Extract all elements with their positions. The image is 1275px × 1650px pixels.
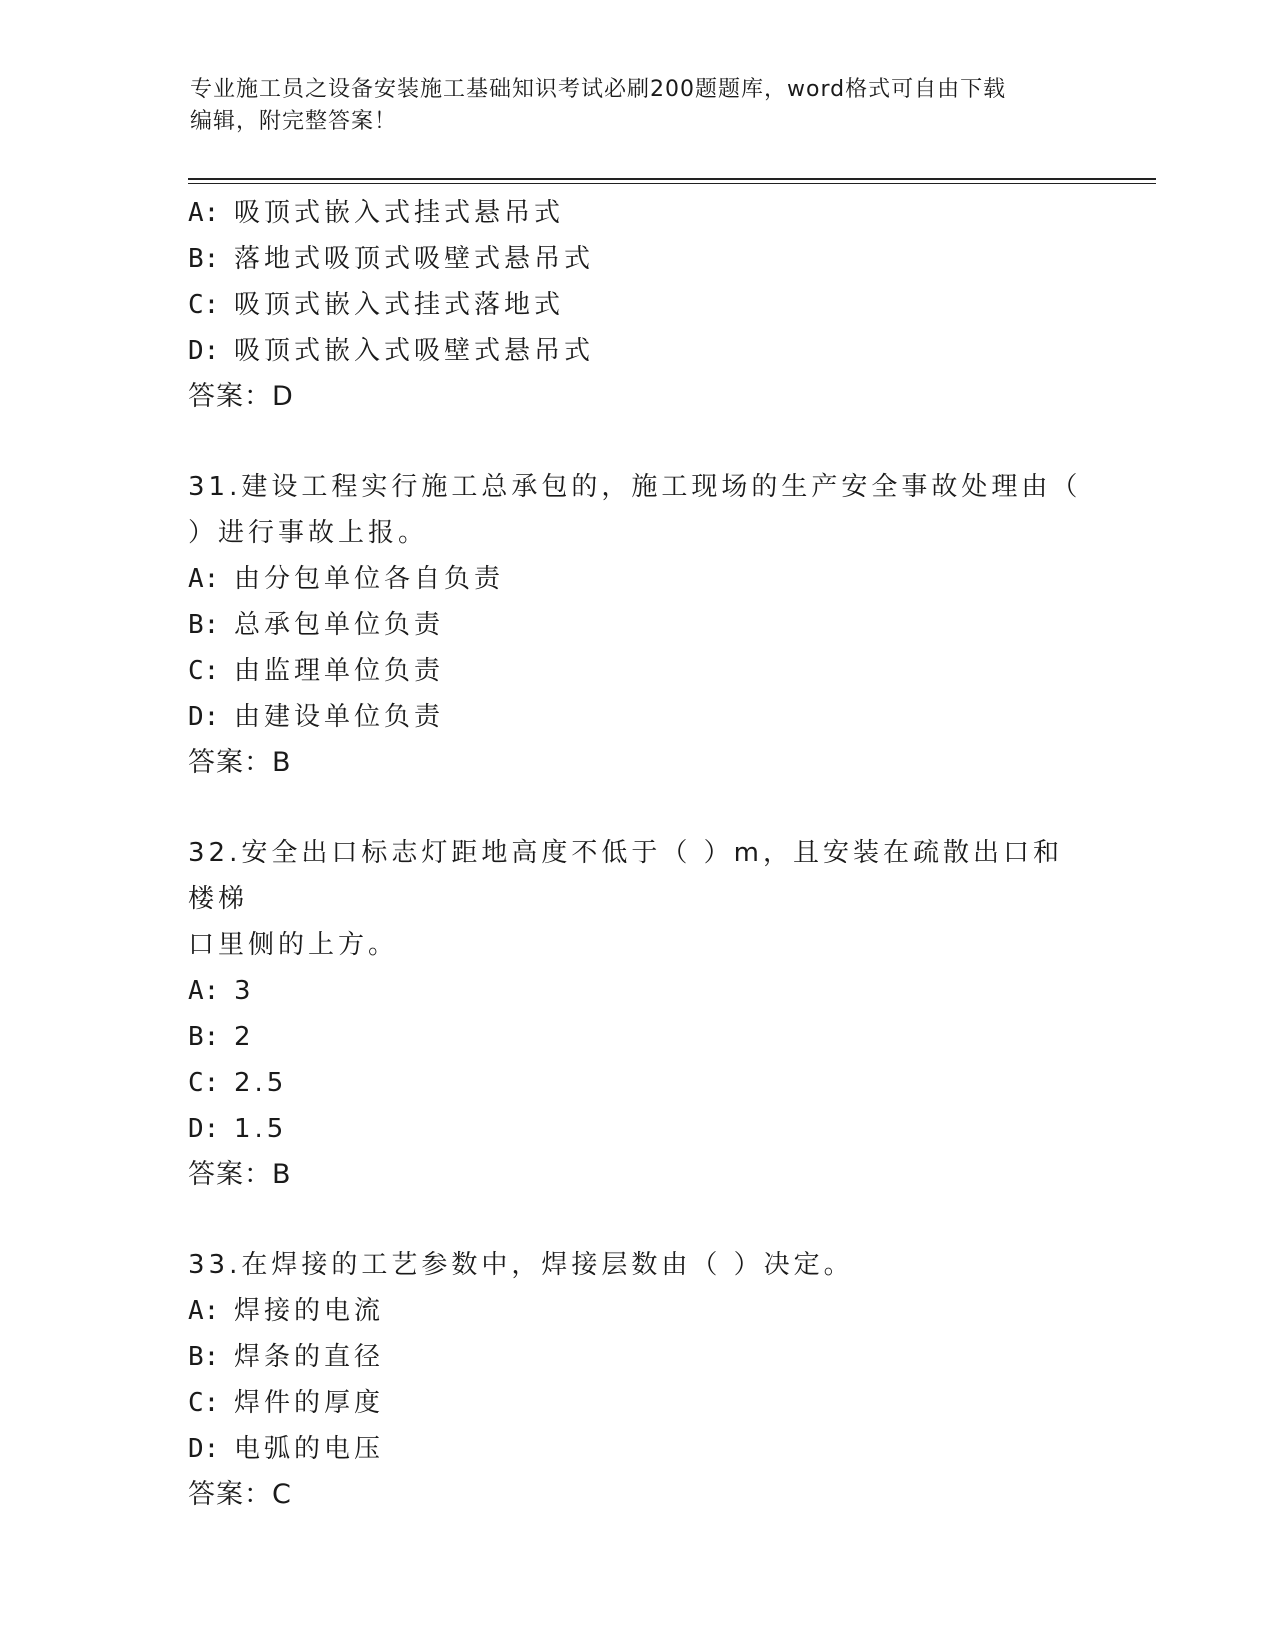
- option-c: C: 由监理单位负责: [188, 656, 445, 686]
- spacer: [188, 420, 1088, 464]
- option-d: D: 吸顶式嵌入式吸壁式悬吊式: [188, 336, 595, 366]
- option-a: A: 焊接的电流: [188, 1296, 385, 1326]
- option-b: B: 总承包单位负责: [188, 610, 445, 640]
- spacer: [188, 786, 1088, 830]
- question-block-31: [188, 464, 1088, 786]
- question-block-30: [188, 190, 1088, 420]
- option-a: A: 由分包单位各自负责: [188, 564, 505, 594]
- option-b: B: 落地式吸顶式吸壁式悬吊式: [188, 244, 595, 274]
- option-a: A: 吸顶式嵌入式挂式悬吊式: [188, 198, 565, 228]
- question-stem-line1: 32.安全出口标志灯距地高度不低于（ ）m，且安装在疏散出口和楼梯: [188, 838, 1063, 914]
- question-stem-line1: 33.在焊接的工艺参数中，焊接层数由（ ）决定。: [188, 1250, 854, 1280]
- option-c: C: 吸顶式嵌入式挂式落地式: [188, 290, 565, 320]
- answer-text: 答案：B: [188, 1159, 292, 1190]
- option-c: C: 焊件的厚度: [188, 1388, 385, 1418]
- answer-text: 答案：C: [188, 1479, 292, 1510]
- header-rule-thin: [188, 183, 1156, 184]
- option-d: D: 电弧的电压: [188, 1434, 385, 1464]
- answer-text: 答案：D: [188, 381, 294, 412]
- answer-text: 答案：B: [188, 747, 292, 778]
- option-b: B: 2: [188, 1022, 255, 1052]
- question-block-32: [188, 830, 1088, 1198]
- option-d: D: 1.5: [188, 1114, 288, 1144]
- header-rule-thick: [188, 178, 1156, 180]
- header-title-line2: 编辑，附完整答案！: [190, 109, 398, 134]
- question-stem-line1: 31.建设工程实行施工总承包的，施工现场的生产安全事故处理由（: [188, 472, 1082, 502]
- question-stem-line2: 口里侧的上方。: [188, 930, 399, 960]
- spacer: [188, 1198, 1088, 1242]
- option-d: D: 由建设单位负责: [188, 702, 445, 732]
- option-c: C: 2.5: [188, 1068, 288, 1098]
- question-stem-line2: ）进行事故上报。: [188, 518, 429, 548]
- option-b: B: 焊条的直径: [188, 1342, 385, 1372]
- header-title-line1: 专业施工员之设备安装施工基础知识考试必刷200题题库，word格式可自由下载: [190, 77, 1007, 102]
- question-block-33: [188, 1242, 1088, 1518]
- option-a: A: 3: [188, 976, 255, 1006]
- document-header: [190, 74, 1090, 138]
- question-content: [188, 190, 1088, 1518]
